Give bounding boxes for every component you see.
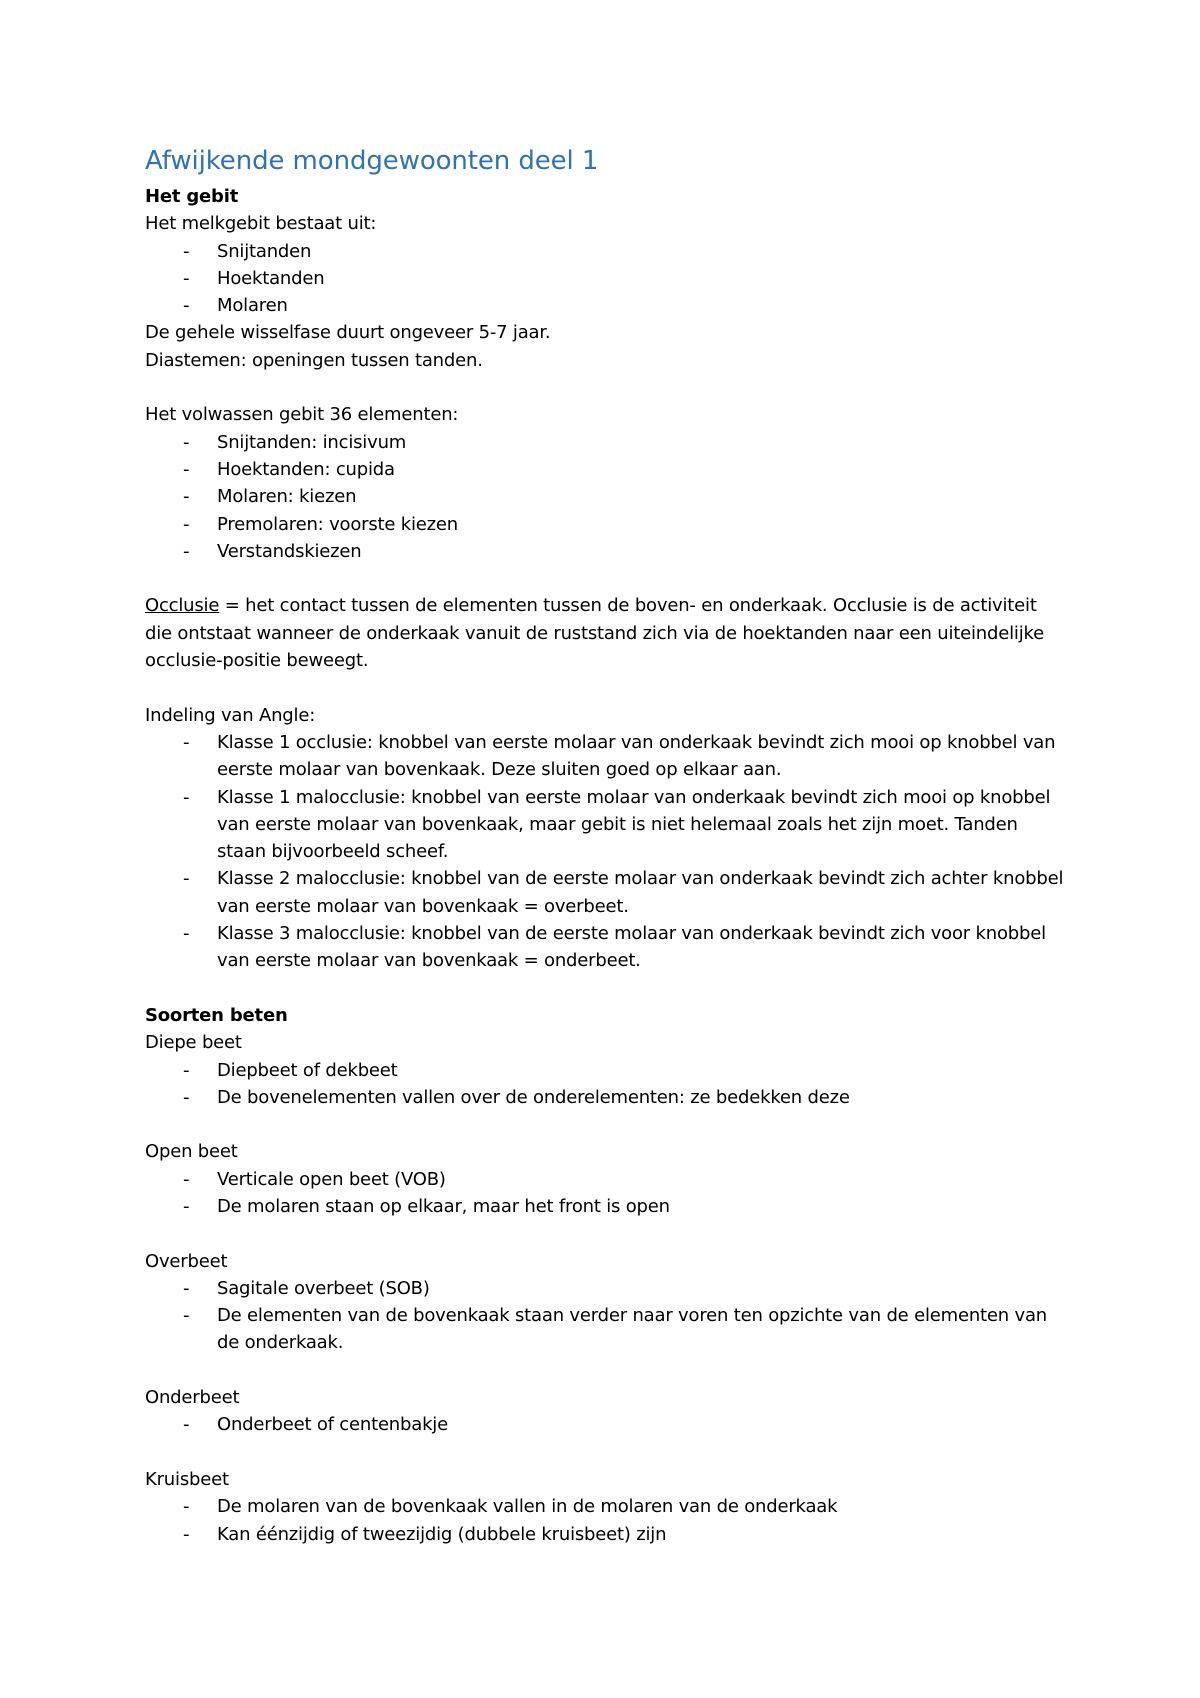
dash-bullet: - — [183, 295, 190, 317]
list-item — [145, 865, 1065, 920]
kruisbeet-label: Kruisbeet — [145, 1468, 229, 1490]
list-item — [145, 265, 1065, 292]
melkgebit-intro: Het melkgebit bestaat uit: — [145, 213, 377, 235]
list-item-text: Snijtanden — [217, 240, 312, 262]
list-item-text: Hoektanden — [217, 267, 325, 289]
list-item — [145, 1411, 1065, 1438]
dash-bullet: - — [183, 458, 190, 480]
dash-bullet: - — [183, 1059, 190, 1081]
list-item — [145, 920, 1065, 975]
dash-bullet: - — [183, 731, 190, 753]
occlusie-text: = het contact tussen de elementen tussen de boven- en onderkaak. Occlusie is de activiteit die ontstaat wanneer de onderkaak vanuit de ruststand zich via de hoektanden naar een uiteindelijke occlusie-positie beweegt. — [145, 595, 1044, 672]
list-item-text: Klasse 1 occlusie: knobbel van eerste molaar van onderkaak bevindt zich mooi op knobbel van eerste molaar van bovenkaak. Deze sluiten goed op elkaar aan. — [217, 731, 1056, 781]
dash-bullet: - — [183, 1277, 190, 1299]
occlusie-term: Occlusie — [145, 595, 220, 617]
list-item-text: Onderbeet of centenbakje — [217, 1414, 448, 1436]
list-item — [145, 784, 1065, 866]
spacer — [145, 565, 1065, 592]
list-item-text: Verticale open beet (VOB) — [217, 1168, 446, 1190]
list-item — [145, 238, 1065, 265]
open-beet-list — [145, 1166, 1065, 1221]
dash-bullet: - — [183, 1086, 190, 1108]
kruisbeet-list — [145, 1493, 1065, 1548]
onderbeet-label: Onderbeet — [145, 1387, 240, 1409]
dash-bullet: - — [183, 1523, 190, 1545]
list-item — [145, 429, 1065, 456]
wisselfase-line: De gehele wisselfase duurt ongeveer 5-7 jaar. — [145, 322, 551, 344]
dash-bullet: - — [183, 240, 190, 262]
list-item — [145, 1302, 1065, 1357]
dash-bullet: - — [183, 786, 190, 808]
list-item-text: Molaren — [217, 295, 288, 317]
dash-bullet: - — [183, 513, 190, 535]
volwassen-intro: Het volwassen gebit 36 elementen: — [145, 404, 459, 426]
spacer — [145, 374, 1065, 401]
occlusie-paragraph — [145, 592, 1065, 674]
spacer — [145, 1111, 1065, 1138]
dash-bullet: - — [183, 1496, 190, 1518]
list-item-text: De molaren staan op elkaar, maar het front is open — [217, 1195, 670, 1217]
spacer — [145, 1357, 1065, 1384]
dash-bullet: - — [183, 1195, 190, 1217]
dash-bullet: - — [183, 1414, 190, 1436]
dash-bullet: - — [183, 540, 190, 562]
list-item — [145, 1521, 1065, 1548]
list-item — [145, 1166, 1065, 1193]
list-item — [145, 538, 1065, 565]
dash-bullet: - — [183, 431, 190, 453]
diastemen-line: Diastemen: openingen tussen tanden. — [145, 349, 483, 371]
section-heading-soorten-beten: Soorten beten — [145, 1004, 288, 1026]
overbeet-label: Overbeet — [145, 1250, 228, 1272]
section-heading-het-gebit: Het gebit — [145, 186, 239, 207]
diepe-beet-label: Diepe beet — [145, 1032, 242, 1054]
list-item-text: Kan éénzijdig of tweezijdig (dubbele kruisbeet) zijn — [217, 1523, 667, 1545]
document-title: Afwijkende mondgewoonten deel 1 — [145, 146, 599, 176]
spacer — [145, 674, 1065, 701]
list-item-text: Molaren: kiezen — [217, 486, 357, 508]
list-item — [145, 1084, 1065, 1111]
list-item-text: Klasse 1 malocclusie: knobbel van eerste molaar van onderkaak bevindt zich mooi op knobbel van eerste molaar van bovenkaak, maar gebit is niet helemaal zoals het zijn moet. Tanden staan bijvoorbeeld scheef. — [217, 786, 1051, 863]
open-beet-label: Open beet — [145, 1141, 238, 1163]
overbeet-list — [145, 1275, 1065, 1357]
list-item-text: Klasse 3 malocclusie: knobbel van de eerste molaar van onderkaak bevindt zich voor knobbel van eerste molaar van bovenkaak = onderbeet. — [217, 923, 1046, 972]
list-item-text: Premolaren: voorste kiezen — [217, 513, 459, 535]
list-item-text: Diepbeet of dekbeet — [217, 1059, 398, 1081]
dash-bullet: - — [183, 1168, 190, 1190]
spacer — [145, 1220, 1065, 1247]
spacer — [145, 975, 1065, 1002]
list-item-text: Verstandskiezen — [217, 540, 362, 562]
volwassen-list — [145, 429, 1065, 565]
list-item — [145, 1193, 1065, 1220]
list-item — [145, 729, 1065, 784]
list-item — [145, 1057, 1065, 1084]
list-item-text: Klasse 2 malocclusie: knobbel van de eerste molaar van onderkaak bevindt zich achter knobbel van eerste molaar van bovenkaak = overbeet. — [217, 868, 1064, 917]
list-item — [145, 292, 1065, 319]
angle-list — [145, 729, 1065, 975]
list-item-text: De molaren van de bovenkaak vallen in de molaren van de onderkaak — [217, 1496, 838, 1518]
list-item-text: Snijtanden: incisivum — [217, 431, 407, 453]
list-item-text: De elementen van de bovenkaak staan verder naar voren ten opzichte van de elementen van de onderkaak. — [217, 1305, 1047, 1354]
spacer — [145, 1439, 1065, 1466]
dash-bullet: - — [183, 1305, 190, 1327]
list-item-text: Sagitale overbeet (SOB) — [217, 1277, 430, 1299]
angle-intro: Indeling van Angle: — [145, 704, 316, 726]
document-page — [145, 146, 1065, 1548]
list-item — [145, 511, 1065, 538]
dash-bullet: - — [183, 486, 190, 508]
melkgebit-list — [145, 238, 1065, 320]
list-item — [145, 1275, 1065, 1302]
dash-bullet: - — [183, 267, 190, 289]
dash-bullet: - — [183, 923, 190, 945]
list-item-text: Hoektanden: cupida — [217, 458, 395, 480]
list-item — [145, 1493, 1065, 1520]
onderbeet-list — [145, 1411, 1065, 1438]
diepe-beet-list — [145, 1057, 1065, 1112]
list-item-text: De bovenelementen vallen over de onderelementen: ze bedekken deze — [217, 1086, 850, 1108]
dash-bullet: - — [183, 868, 190, 890]
list-item — [145, 456, 1065, 483]
list-item — [145, 483, 1065, 510]
